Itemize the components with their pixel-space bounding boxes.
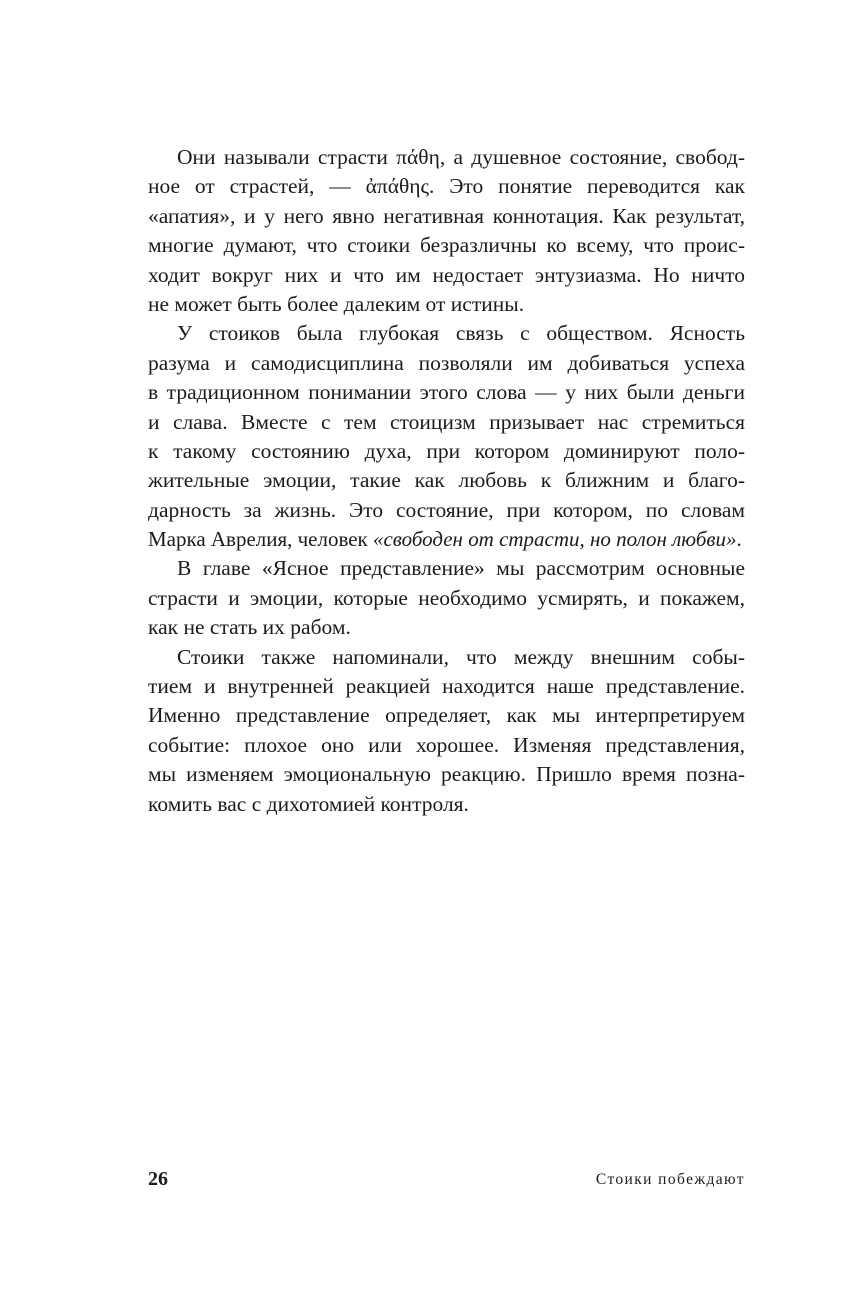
text-line: «апатия», и у него явно негативная коннотация. Как результат, — [148, 203, 745, 228]
text-line: как не стать их рабом. — [148, 615, 351, 640]
text-line: и слава. Вместе с тем стоицизм призывает нас стремиться — [148, 409, 745, 434]
text-line: комить вас с дихотомией контроля. — [148, 791, 469, 816]
page-footer — [148, 1168, 745, 1196]
text-line: дарность за жизнь. Это состояние, при котором, по словам — [148, 497, 745, 522]
text-line: В главе «Ясное представление» мы рассмотрим основные — [177, 556, 745, 581]
text-line: Они называли страсти πάθη, а душевное состояние, свобод- — [177, 145, 745, 169]
text-line: событие: плохое оно или хорошее. Изменяя представления, — [148, 732, 745, 757]
text-line: Стоики также напоминали, что между внешним собы- — [177, 644, 745, 669]
running-title: Стоики побеждают — [595, 1171, 745, 1188]
text-line: к такому состоянию духа, при котором доминируют поло- — [148, 438, 745, 463]
body-text — [148, 143, 745, 819]
text-line: ходит вокруг них и что им недостает энтузиазма. Но ничто — [148, 262, 745, 287]
text-line: Именно представление определяет, как мы интерпретируем — [148, 703, 745, 728]
page-number: 26 — [148, 1168, 168, 1190]
text-line: многие думают, что стоики безразличны ко всему, что проис- — [148, 233, 745, 258]
text-line: жительные эмоции, такие как любовь к ближним и благо- — [148, 468, 745, 493]
text-line: У стоиков была глубокая связь с обществом. Ясность — [177, 321, 745, 346]
text-line: в традиционном понимании этого слова — у них были деньги — [148, 380, 745, 405]
text-line: разума и самодисциплина позволяли им добиваться успеха — [148, 350, 745, 375]
quote-period: . — [736, 527, 742, 552]
text-line-start: Марка Аврелия, человек — [148, 527, 373, 552]
text-line: мы изменяем эмоциональную реакцию. Пришло время позна- — [148, 762, 745, 787]
marcus-aurelius-quote: «свободен от страсти, но полон любви» — [373, 527, 737, 552]
text-line: страсти и эмоции, которые необходимо усмирять, и покажем, — [148, 585, 745, 610]
text-line-with-quote — [148, 525, 745, 554]
text-line: тием и внутренней реакцией находится наше представление. — [148, 674, 745, 699]
text-line: ное от страстей, — ἀπάθης. Это понятие переводится как — [148, 174, 745, 199]
text-line: не может быть более далеким от истины. — [148, 291, 525, 316]
